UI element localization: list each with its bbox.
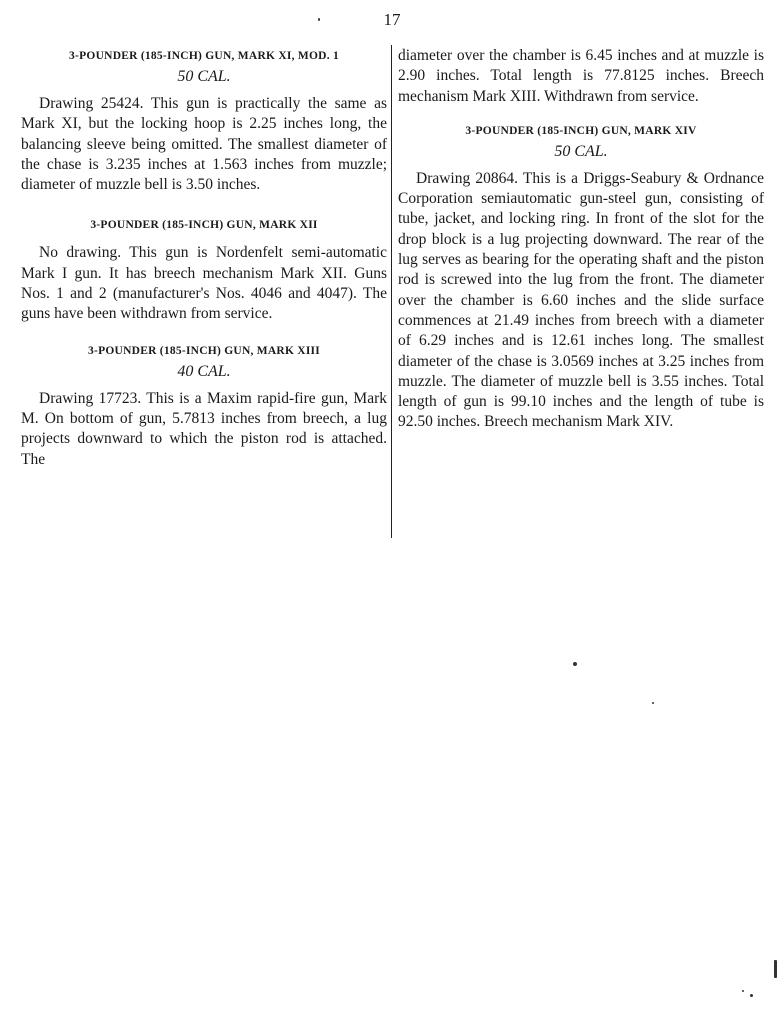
left-column — [21, 46, 387, 482]
section-heading: 3-POUNDER (185-INCH) GUN, MARK XII — [90, 219, 318, 232]
scan-speck — [774, 960, 777, 978]
scan-speck — [750, 994, 753, 997]
caliber-label: 50 CAL. — [554, 142, 608, 160]
section-heading: 3-POUNDER (185-INCH) GUN, MARK XI, MOD. 1 — [69, 50, 339, 62]
column-divider — [391, 45, 392, 538]
page-number: 17 — [383, 10, 401, 29]
caliber-label: 40 CAL. — [177, 362, 231, 380]
section-body: Drawing 20864. This is a Driggs-Seabury & Ordnance Corporation semiautomatic gun-steel gun, consisting of tube, jacket, and locking ring. In front of the slot for the drop block is a lug projecting downward. The rear of the lug serves as bearing for the operating shaft and the piston rod is screwed into the lug from the front. The diameter over the chamber is 6.60 inches and the slide surface commences at 21.49 inches from breech with a diameter of 6.29 inches and is 12.61 inches long. The smallest diameter of the chase is 3.0569 inches at 3.25 inches from muzzle. The diameter of muzzle bell is 3.55 inches. Total length of gun is 99.10 inches and the length of tube is 92.50 inches. Breech mechanism Mark XIV. — [398, 169, 764, 431]
scan-speck — [318, 18, 320, 21]
scan-speck — [573, 662, 577, 666]
scan-speck — [742, 990, 744, 992]
scan-speck — [652, 702, 654, 704]
section-mark-xii — [21, 215, 387, 324]
section-mark-xi-mod-1 — [21, 46, 387, 195]
section-body: Drawing 25424. This gun is practically the same as Mark XI, but the locking hoop is 2.25 inches long, the balancing sleeve being omitted. The smallest diameter of the chase is 3.235 inches at 1.563 inches from muzzle; diameter of muzzle bell is 3.50 inches. — [21, 95, 387, 194]
right-column — [398, 46, 764, 445]
section-body: Drawing 17723. This is a Maxim rapid-fire gun, Mark M. On bottom of gun, 5.7813 inches from breech, a lug projects downward to which the piston rod is attached. The — [21, 389, 387, 468]
section-mark-xiii — [21, 341, 387, 470]
section-heading: 3-POUNDER (185-INCH) GUN, MARK XIV — [465, 124, 697, 137]
section-mark-xiv — [398, 121, 764, 433]
section-body: No drawing. This gun is Nordenfelt semi-automatic Mark I gun. It has breech mechanism Mark XII. Guns Nos. 1 and 2 (manufacturer's Nos. 4046 and 4047). The guns have been withdrawn from service. — [21, 244, 387, 323]
section-heading: 3-POUNDER (185-INCH) GUN, MARK XIII — [87, 344, 321, 357]
caliber-label: 50 CAL. — [177, 68, 231, 85]
continued-paragraph: diameter over the chamber is 6.45 inches and at muzzle is 2.90 inches. Total length is 77.8125 inches. Breech mechanism Mark XIII. Withdrawn from service. — [398, 47, 764, 105]
